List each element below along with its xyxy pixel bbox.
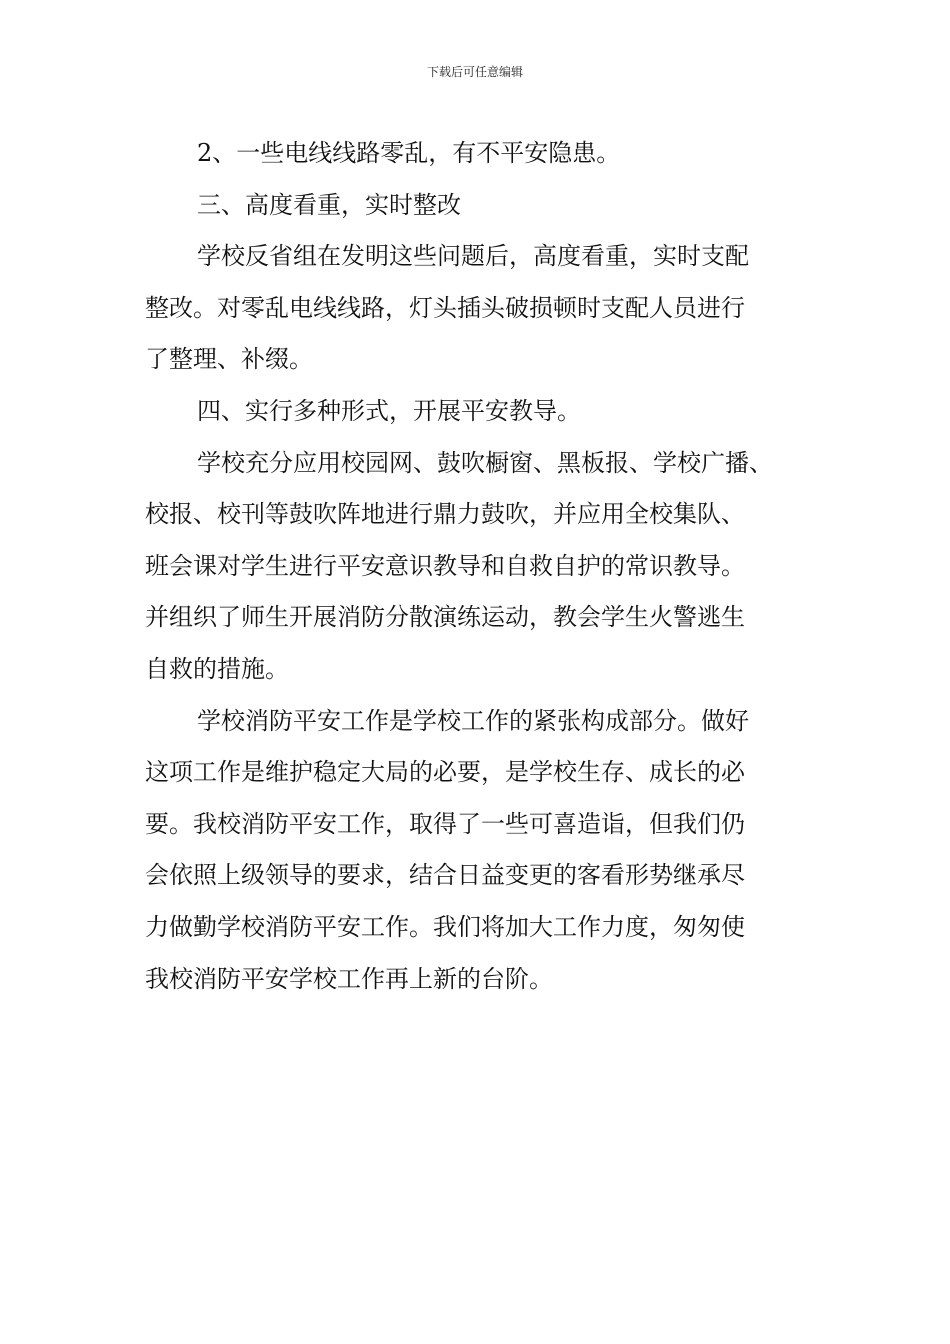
paragraph-line: 了整理、补缀。	[145, 345, 313, 374]
page-header: 下载后可任意编辑	[426, 65, 523, 79]
paragraph-line: 整改。对零乱电线线路，灯头插头破损顿时支配人员进行	[145, 293, 745, 322]
paragraph-line: 要。我校消防平安工作，取得了一些可喜造诣，但我们仍	[145, 809, 745, 838]
paragraph-1	[145, 128, 815, 180]
paragraph-6	[145, 696, 815, 1006]
paragraph-line: 会依照上级领导的要求，结合日益变更的客看形势继承尽	[145, 861, 745, 890]
paragraph-line: 班会课对学生进行平安意识教导和自救自护的常识教导。	[145, 551, 745, 580]
paragraph-line: 三、高度看重，实时整改	[197, 190, 461, 219]
paragraph-line: 我校消防平安学校工作再上新的台阶。	[145, 964, 553, 993]
paragraph-line: 这项工作是维护稳定大局的必要，是学校生存、成长的必	[145, 758, 745, 787]
paragraph-line: 学校消防平安工作是学校工作的紧张构成部分。做好	[197, 706, 749, 735]
paragraph-line: 学校充分应用校园网、鼓吹橱窗、黑板报、学校广播、	[197, 448, 773, 477]
paragraph-line: 2、一些电线线路零乱，有不平安隐患。	[197, 139, 621, 167]
paragraph-line: 学校反省组在发明这些问题后，高度看重，实时支配	[197, 242, 749, 271]
paragraph-4	[145, 386, 815, 438]
paragraph-5	[145, 438, 815, 696]
paragraph-3	[145, 231, 815, 386]
paragraph-line: 力做勤学校消防平安工作。我们将加大工作力度，匆匆使	[145, 912, 745, 941]
paragraph-line: 自救的措施。	[145, 654, 289, 683]
paragraph-line: 四、实行多种形式，开展平安教导。	[197, 396, 581, 425]
paragraph-line: 校报、校刊等鼓吹阵地进行鼎力鼓吹，并应用全校集队、	[145, 500, 745, 529]
document-body	[145, 128, 815, 1005]
paragraph-line: 并组织了师生开展消防分散演练运动，教会学生火警逃生	[145, 603, 745, 632]
paragraph-2	[145, 180, 815, 232]
